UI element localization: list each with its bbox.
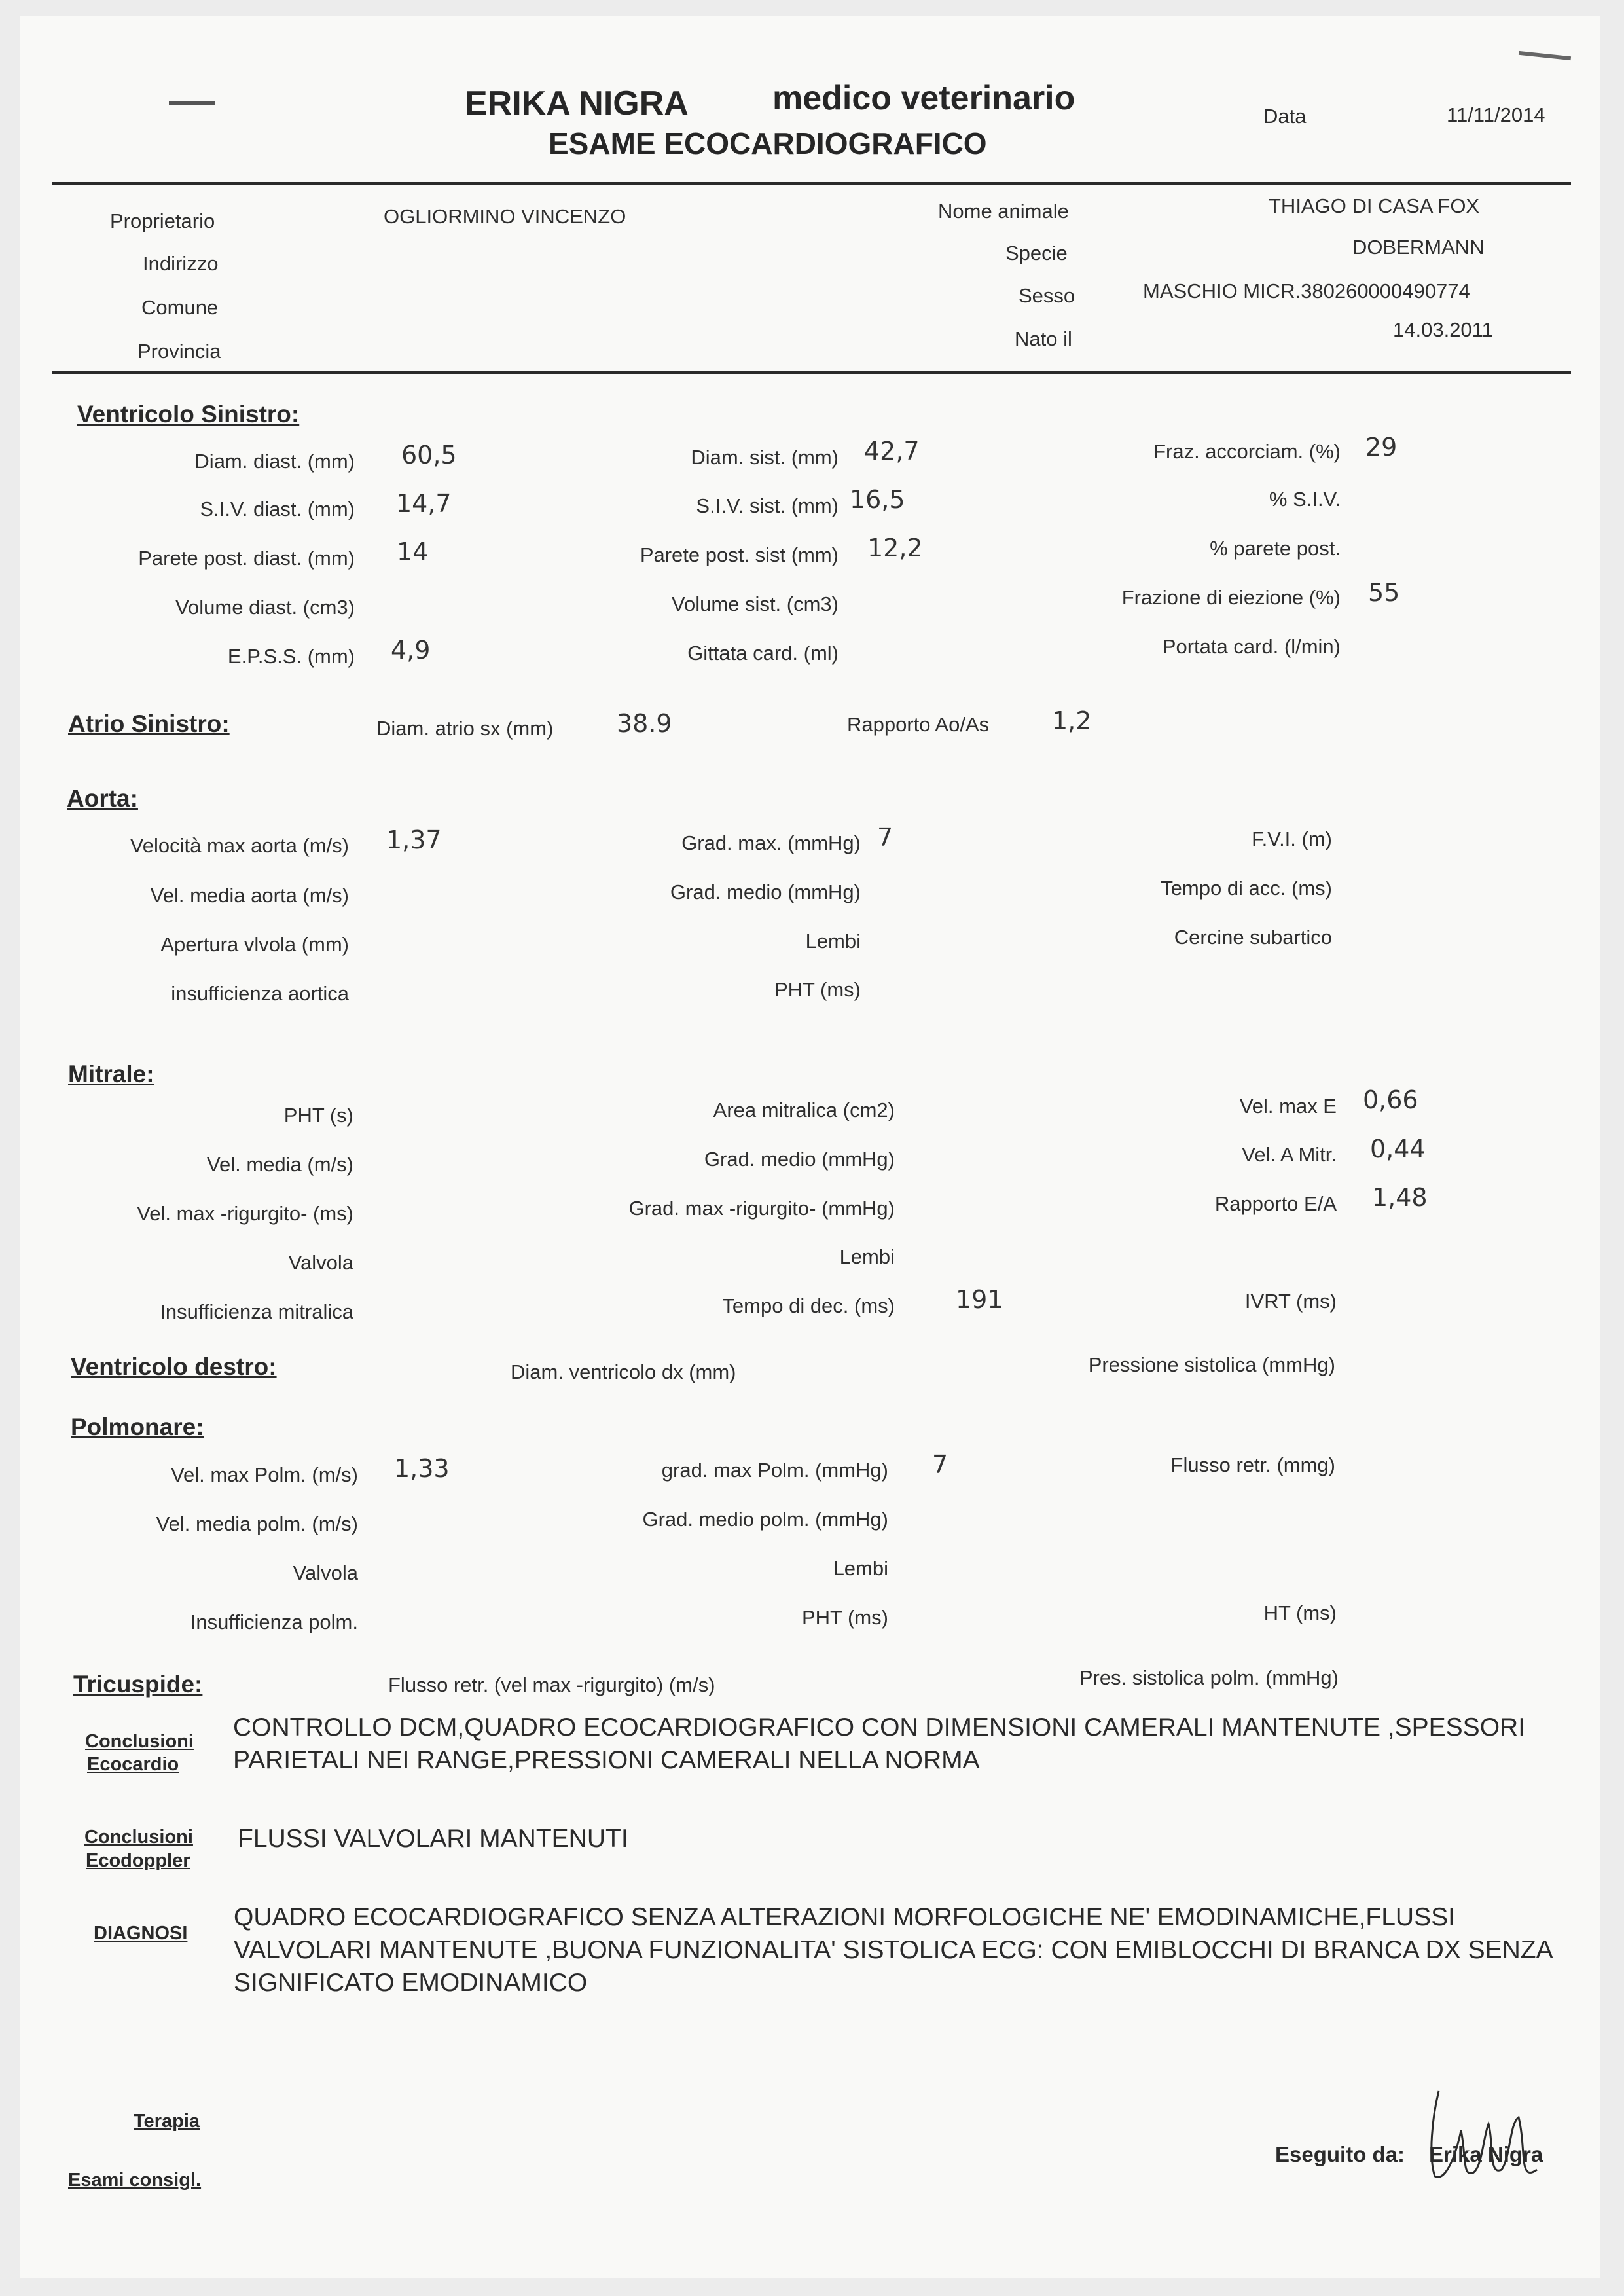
mitrale-ivrt-label: IVRT (ms) <box>1244 1290 1337 1313</box>
nato-value: 14.03.2011 <box>1393 318 1493 341</box>
nome-animale-value: THIAGO DI CASA FOX <box>1269 194 1480 217</box>
header-rule <box>52 182 1571 185</box>
conclusioni-ecodoppler-label-1: Conclusioni <box>84 1827 193 1848</box>
diagnosi-label: DIAGNOSI <box>94 1923 188 1944</box>
date-value: 11/11/2014 <box>1447 103 1545 126</box>
mitrale-tempo-dec-label: Tempo di dec. (ms) <box>722 1294 895 1317</box>
vs-fraz-accorciam-value: 29 <box>1365 433 1398 462</box>
vs-diam-sist-value: 42,7 <box>864 437 920 465</box>
vd-diam-label: Diam. ventricolo dx (mm) <box>511 1360 736 1383</box>
nato-label: Nato il <box>1015 327 1072 350</box>
vs-siv-sist-label: S.I.V. sist. (mm) <box>696 494 839 517</box>
mitrale-area-label: Area mitralica (cm2) <box>713 1099 895 1121</box>
atrio-rapporto-value: 1,2 <box>1052 706 1092 735</box>
vd-pressione-label: Pressione sistolica (mmHg) <box>1088 1353 1335 1376</box>
vet-name: ERIKA NIGRA <box>465 84 689 122</box>
mitrale-insufficienza-label: Insufficienza mitralica <box>160 1300 353 1323</box>
indirizzo-label: Indirizzo <box>143 252 219 275</box>
signature-icon <box>1420 2078 1558 2196</box>
atrio-rapporto-label: Rapporto Ao/As <box>847 713 990 736</box>
vs-parete-sist-label: Parete post. sist (mm) <box>640 543 839 566</box>
mitrale-tempo-dec-value: 191 <box>956 1285 1003 1314</box>
tricuspide-flusso-label: Flusso retr. (vel max -rigurgito) (m/s) <box>388 1673 715 1696</box>
mitrale-rapporto-ea-value: 1,48 <box>1372 1183 1428 1212</box>
aorta-fvi-label: F.V.I. (m) <box>1252 828 1332 850</box>
mitrale-grad-medio-label: Grad. medio (mmHg) <box>704 1148 895 1171</box>
tricuspide-title: Tricuspide: <box>73 1671 203 1698</box>
mitrale-lembi-label: Lembi <box>839 1245 895 1268</box>
vs-parete-diast-value: 14 <box>397 538 429 566</box>
aorta-tempo-acc-label: Tempo di acc. (ms) <box>1161 877 1332 900</box>
header-mark-left <box>169 101 215 105</box>
vs-frazione-eiezione-label: Frazione di eiezione (%) <box>1121 586 1341 609</box>
aorta-grad-max-label: Grad. max. (mmHg) <box>681 831 861 854</box>
aorta-vel-max-label: Velocità max aorta (m/s) <box>130 834 349 857</box>
mitrale-title: Mitrale: <box>68 1061 154 1087</box>
vs-siv-sist-value: 16,5 <box>850 485 905 514</box>
mitrale-vel-max-e-label: Vel. max E <box>1239 1095 1337 1118</box>
proprietario-value: OGLIORMINO VINCENZO <box>384 205 626 228</box>
conclusioni-ecocardio-label-1: Conclusioni <box>85 1731 194 1752</box>
eseguito-name: Erika Nigra <box>1429 2142 1543 2166</box>
diagnosi-text: QUADRO ECOCARDIOGRAFICO SENZA ALTERAZIONI MORFOLOGICHE NE' EMODINAMICHE,FLUSSI VALVOLARI MANTENUTE ,BUONA FUNZIONALITA' SISTOLICA ECG: CON EMIBLOCCHI DI BRANCA DX SENZA SIGNIFICATO EMODINAMICO <box>234 1903 1552 1997</box>
vs-fraz-accorciam-label: Fraz. accorciam. (%) <box>1153 440 1341 463</box>
aorta-grad-max-value: 7 <box>877 823 893 852</box>
vs-portata-label: Portata card. (l/min) <box>1162 635 1341 658</box>
vs-diam-sist-label: Diam. sist. (mm) <box>691 446 839 469</box>
polm-lembi-label: Lembi <box>833 1557 888 1580</box>
comune-label: Comune <box>141 296 219 319</box>
polm-grad-medio-label: Grad. medio polm. (mmHg) <box>642 1508 888 1531</box>
vs-frazione-eiezione-value: 55 <box>1368 578 1400 607</box>
specie-value: DOBERMANN <box>1352 236 1485 259</box>
aorta-title: Aorta: <box>67 785 138 812</box>
polmonare-title: Polmonare: <box>71 1413 204 1440</box>
vs-volume-sist-label: Volume sist. (cm3) <box>672 592 839 615</box>
aorta-insufficienza-label: insufficienza aortica <box>171 982 349 1005</box>
vs-gittata-label: Gittata card. (ml) <box>687 642 839 665</box>
vs-siv-diast-label: S.I.V. diast. (mm) <box>200 498 355 520</box>
vs-perc-parete-label: % parete post. <box>1210 537 1341 560</box>
mitrale-vel-a-label: Vel. A Mitr. <box>1242 1143 1337 1166</box>
aorta-pht-label: PHT (ms) <box>774 978 861 1001</box>
mitrale-vel-media-label: Vel. media (m/s) <box>207 1153 353 1176</box>
ventricolo-sinistro-title: Ventricolo Sinistro: <box>77 401 300 428</box>
polm-ht-label: HT (ms) <box>1263 1601 1337 1624</box>
terapia-label: Terapia <box>134 2111 200 2132</box>
conclusioni-ecocardio-label-2: Ecocardio <box>87 1754 179 1775</box>
date-label: Data <box>1263 105 1307 128</box>
vs-volume-diast-label: Volume diast. (cm3) <box>175 596 355 619</box>
polm-valvola-label: Valvola <box>293 1561 358 1584</box>
aorta-cercine-label: Cercine subartico <box>1174 926 1332 949</box>
vs-parete-sist-value: 12,2 <box>867 534 923 562</box>
polm-insufficienza-label: Insufficienza polm. <box>190 1611 358 1633</box>
sesso-label: Sesso <box>1019 284 1075 307</box>
eseguito-label: Eseguito da: <box>1275 2142 1405 2166</box>
polm-vel-max-label: Vel. max Polm. (m/s) <box>171 1463 358 1486</box>
vet-profession: medico veterinario <box>772 79 1075 117</box>
mitrale-pht-label: PHT (s) <box>283 1104 353 1127</box>
conclusioni-ecodoppler-text: FLUSSI VALVOLARI MANTENUTI <box>238 1825 628 1853</box>
aorta-apertura-label: Apertura vlvola (mm) <box>160 933 349 956</box>
nome-animale-label: Nome animale <box>938 200 1069 223</box>
ventricolo-destro-title: Ventricolo destro: <box>71 1353 277 1380</box>
mitrale-grad-rigurgito-label: Grad. max -rigurgito- (mmHg) <box>628 1197 895 1220</box>
atrio-sinistro-title: Atrio Sinistro: <box>68 710 230 737</box>
vs-epss-value: 4,9 <box>391 636 431 665</box>
polm-flusso-retr-label: Flusso retr. (mmg) <box>1170 1453 1335 1476</box>
owner-rule <box>52 371 1571 374</box>
aorta-vel-max-value: 1,37 <box>386 826 442 854</box>
vs-parete-diast-label: Parete post. diast. (mm) <box>138 547 355 570</box>
atrio-diam-label: Diam. atrio sx (mm) <box>376 717 554 740</box>
esami-consigl-label: Esami consigl. <box>68 2170 202 2191</box>
proprietario-label: Proprietario <box>110 210 215 232</box>
mitrale-valvola-label: Valvola <box>288 1251 353 1274</box>
conclusioni-ecocardio-text: CONTROLLO DCM,QUADRO ECOCARDIOGRAFICO CON DIMENSIONI CAMERALI MANTENUTE ,SPESSORI PARIETALI NEI RANGE,PRESSIONI CAMERALI NELLA NORMA <box>233 1713 1526 1774</box>
vs-epss-label: E.P.S.S. (mm) <box>227 645 355 668</box>
header-mark-right <box>1519 51 1571 60</box>
vs-diam-diast-label: Diam. diast. (mm) <box>194 450 355 473</box>
provincia-label: Provincia <box>137 340 221 363</box>
aorta-vel-media-label: Vel. media aorta (m/s) <box>150 884 349 907</box>
atrio-diam-value: 38.9 <box>617 709 672 738</box>
mitrale-rapporto-ea-label: Rapporto E/A <box>1214 1192 1337 1215</box>
aorta-grad-medio-label: Grad. medio (mmHg) <box>670 881 861 903</box>
mitrale-vel-max-e-value: 0,66 <box>1363 1085 1418 1114</box>
mitrale-vel-rigurgito-label: Vel. max -rigurgito- (ms) <box>137 1202 353 1225</box>
specie-label: Specie <box>1005 242 1068 264</box>
polm-grad-max-value: 7 <box>932 1450 948 1479</box>
report-page <box>20 16 1600 2278</box>
vs-siv-diast-value: 14,7 <box>396 489 452 518</box>
aorta-lembi-label: Lembi <box>805 930 861 953</box>
sesso-value: MASCHIO MICR.380260000490774 <box>1143 280 1470 302</box>
conclusioni-ecodoppler-label-2: Ecodoppler <box>86 1850 190 1871</box>
tricuspide-pres-label: Pres. sistolica polm. (mmHg) <box>1079 1666 1339 1689</box>
vs-diam-diast-value: 60,5 <box>401 441 457 469</box>
polm-vel-max-value: 1,33 <box>394 1454 450 1483</box>
vs-perc-siv-label: % S.I.V. <box>1269 488 1341 511</box>
polm-grad-max-label: grad. max Polm. (mmHg) <box>661 1459 888 1482</box>
polm-vel-media-label: Vel. media polm. (m/s) <box>156 1512 358 1535</box>
mitrale-vel-a-value: 0,44 <box>1370 1135 1426 1163</box>
polm-pht-label: PHT (ms) <box>801 1606 888 1629</box>
exam-title: ESAME ECOCARDIOGRAFICO <box>549 126 987 160</box>
